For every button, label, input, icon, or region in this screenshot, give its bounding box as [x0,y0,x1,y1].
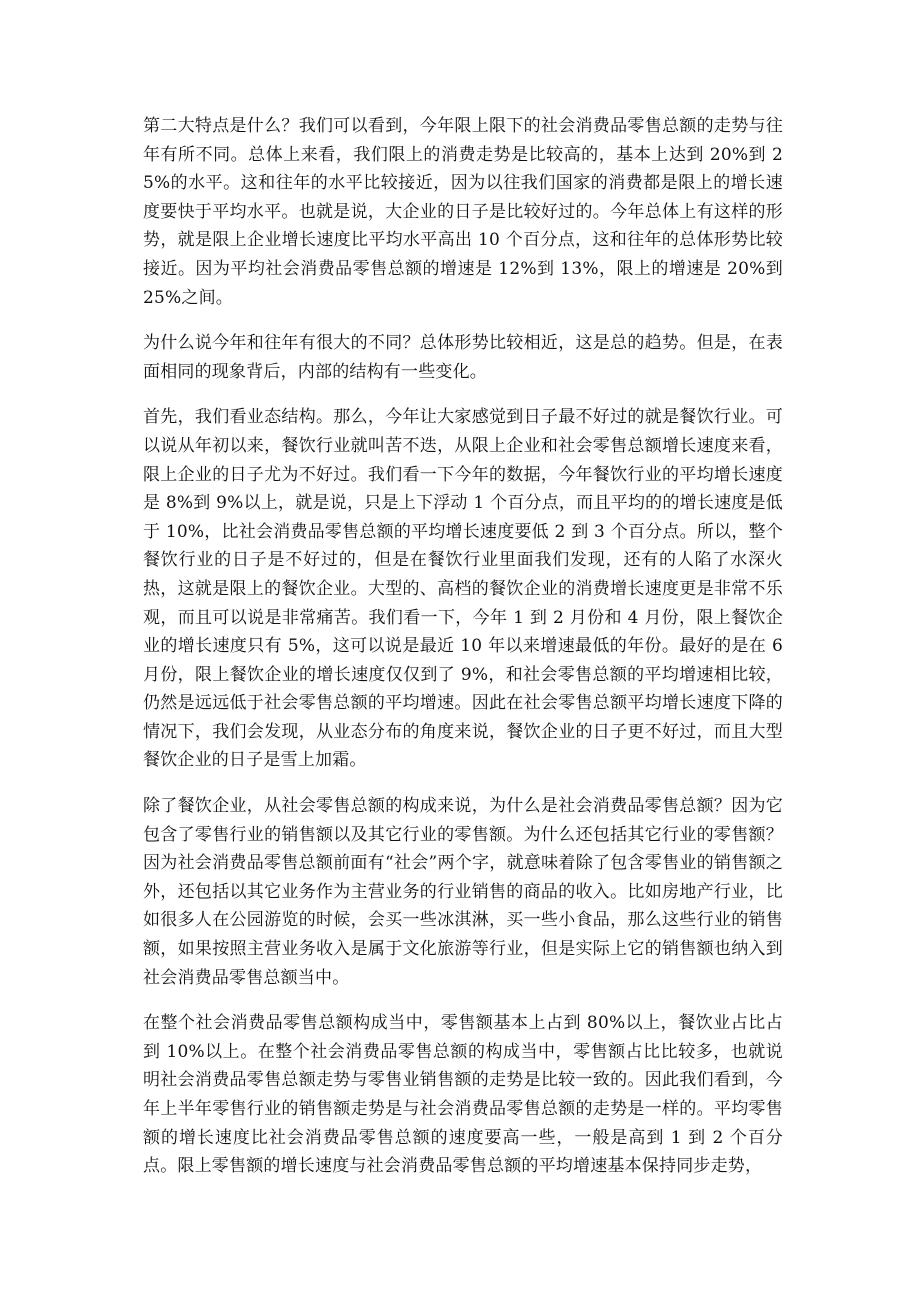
document-body [143,112,783,1198]
paragraph-5: 在整个社会消费品零售总额构成当中，零售额基本上占到 80%以上，餐饮业占比占到 10%以上。在整个社会消费品零售总额的构成当中，零售额占比比较多，也就说明社会消费品零售总额走势与零售业销售额的走势是比较一致的。因此我们看到，今年上半年零售行业的销售额走势是与社会消费品零售总额的走势是一样的。平均零售额的增长速度比社会消费品零售总额的速度要高一些，一般是高到 1 到 2 个百分点。限上零售额的增长速度与社会消费品零售总额的平均增速基本保持同步走势， [143,1013,783,1177]
paragraph-2: 为什么说今年和往年有很大的不同？总体形势比较相近，这是总的趋势。但是，在表面相同的现象背后，内部的结构有一些变化。 [143,333,783,382]
paragraph-3: 首先，我们看业态结构。那么，今年让大家感觉到日子最不好过的就是餐饮行业。可以说从年初以来，餐饮行业就叫苦不迭，从限上企业和社会零售总额增长速度来看，限上企业的日子尤为不好过。我们看一下今年的数据，今年餐饮行业的平均增长速度是 8%到 9%以上，就是说，只是上下浮动 1 个百分点，而且平均的的增长速度是低于 10%，比社会消费品零售总额的平均增长速度要低 2 到 3 个百分点。所以，整个餐饮行业的日子是不好过的，但是在餐饮行业里面我们发现，还有的人陷了水深火热，这就是限上的餐饮企业。大型的、高档的餐饮企业的消费增长速度更是非常不乐观，而且可以说是非常痛苦。我们看一下，今年 1 到 2 月份和 4 月份，限上餐饮企业的增长速度只有 5%，这可以说是最近 10 年以来增速最低的年份。最好的是在 6 月份，限上餐饮企业的增长速度仅仅到了 9%，和社会零售总额的平均增速相比较，仍然是远远低于社会零售总额的平均增速。因此在社会零售总额平均增长速度下降的情况下，我们会发现，从业态分布的角度来说，餐饮企业的日子更不好过，而且大型餐饮企业的日子是雪上加霜。 [143,407,783,771]
paragraph-1: 第二大特点是什么？我们可以看到，今年限上限下的社会消费品零售总额的走势与往年有所不同。总体上来看，我们限上的消费走势是比较高的，基本上达到 20%到 25%的水平。这和往年的水平比较接近，因为以往我们国家的消费都是限上的增长速度要快于平均水平。也就是说，大企业的日子是比较好过的。今年总体上有这样的形势，就是限上企业增长速度比平均水平高出 10 个百分点，这和往年的总体形势比较接近。因为平均社会消费品零售总额的增速是 12%到 13%，限上的增速是 20%到 25%之间。 [143,116,783,308]
paragraph-4: 除了餐饮企业，从社会零售总额的构成来说，为什么是社会消费品零售总额？因为它包含了零售行业的销售额以及其它行业的零售额。为什么还包括其它行业的零售额？因为社会消费品零售总额前面有“社会”两个字，就意味着除了包含零售业的销售额之外，还包括以其它业务作为主营业务的行业销售的商品的收入。比如房地产行业，比如很多人在公园游览的时候，会买一些冰淇淋，买一些小食品，那么这些行业的销售额，如果按照主营业务收入是属于文化旅游等行业，但是实际上它的销售额也纳入到社会消费品零售总额当中。 [143,796,783,988]
